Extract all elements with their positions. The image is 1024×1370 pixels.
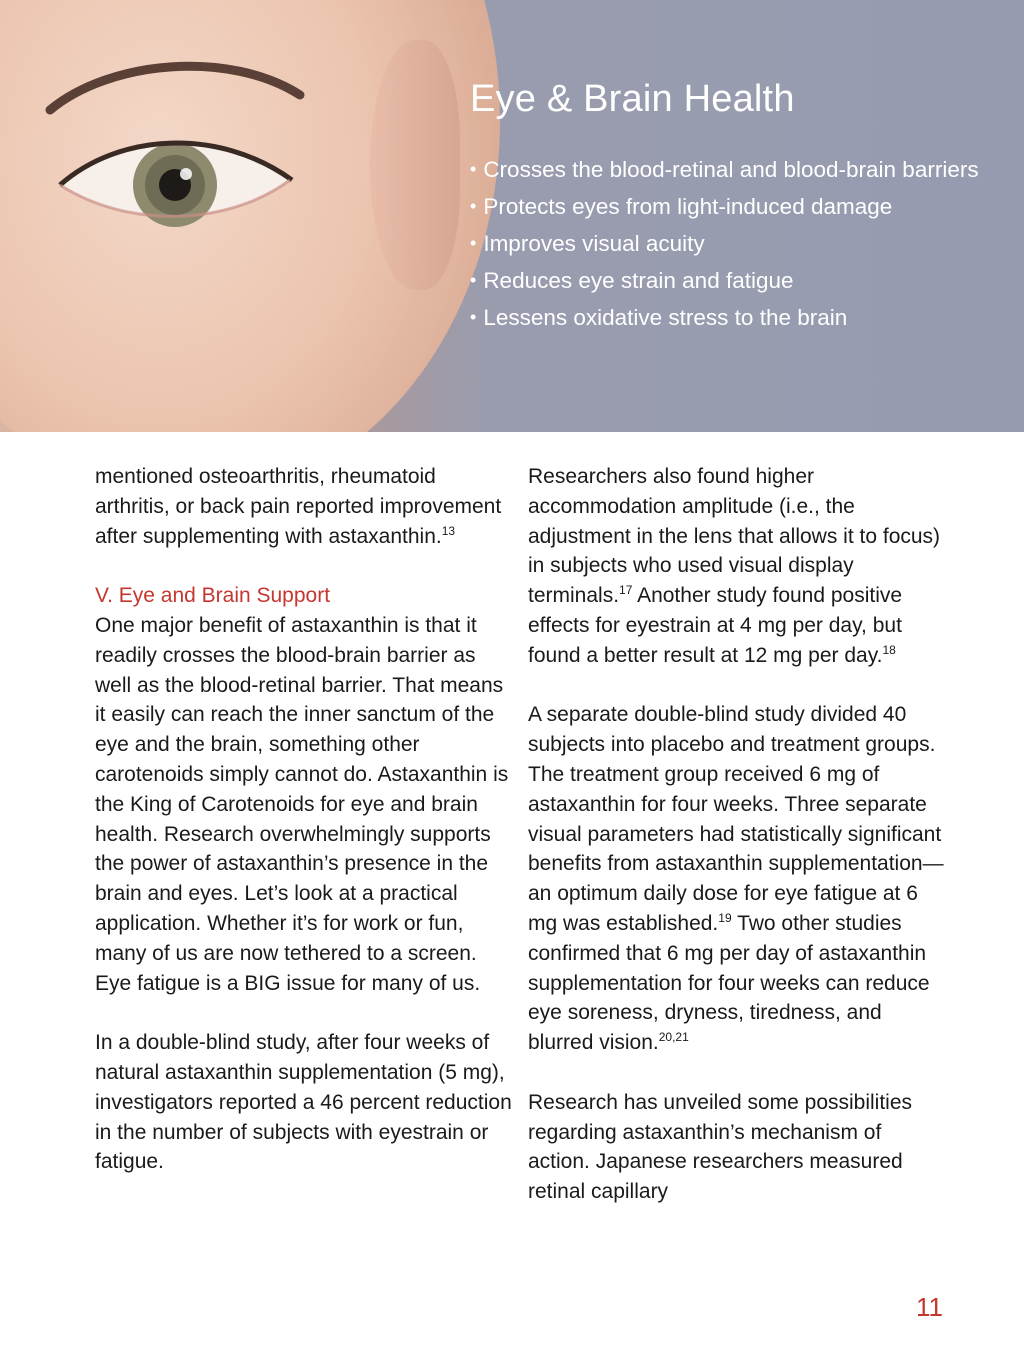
page-number: 11 [916,1292,943,1322]
paragraph [95,462,515,551]
paragraph-text: Two other studies confirmed that 6 mg per day of astaxanthin supplementation for four weeks can reduce eye soreness, dryness, tiredness, and blurred vision. [528,911,930,1055]
paragraph [528,462,948,671]
footnote-ref: 17 [619,583,633,598]
paragraph-text: Research has unveiled some possibilities regarding astaxanthin’s mechanism of action. Japanese researchers measured retinal capillary [528,1090,913,1204]
section-heading: V. Eye and Brain Support [95,584,331,608]
paragraph-text: mentioned osteoarthritis, rheumatoid arthritis, or back pain reported improvement after supplementing with astaxanthin. [95,465,502,548]
hero-text-block [470,74,979,337]
paragraph-text: Researchers also found higher accommodation amplitude (i.e., the adjustment in the lens that allows it to focus) in subjects who used visual display terminals. [528,465,941,608]
paragraph [528,700,948,1058]
hero-title: Eye & Brain Health [470,78,795,120]
eye-image [30,40,330,250]
left-column [95,462,515,1207]
benefit-item: • Crosses the blood-retinal and blood-brain barriers [470,152,979,189]
hero-photo-ear [370,40,460,290]
benefit-item: • Improves visual acuity [470,226,979,263]
paragraph-text: One major benefit of astaxanthin is that it readily crosses the blood-brain barrier as well as the blood-retinal barrier. That means it easily can reach the inner sanctum of the eye and the brain, something other carotenoids simply cannot do. Astaxanthin is the King of Carotenoids for eye and brain health. Research overwhelmingly supports the power of astaxanthin’s presence in the brain and eyes. Let’s look at a practical application. Whether it’s for work or fun, many of us are now tethered to a screen. Eye fatigue is a BIG issue for many of us. [95,613,509,995]
right-column [528,462,948,1237]
footnote-ref: 13 [441,523,456,538]
footnote-ref: 19 [718,910,732,925]
footnote-ref: 18 [882,642,896,657]
paragraph [528,1088,948,1207]
hero-banner [0,0,1024,432]
benefit-item: • Lessens oxidative stress to the brain [470,300,979,337]
footnote-ref: 20,21 [658,1030,689,1045]
benefit-item: • Reduces eye strain and fatigue [470,263,979,300]
section [95,581,515,998]
paragraph-text: Another study found positive effects for eyestrain at 4 mg per day, but found a better result at 12 mg per day. [528,584,903,667]
paragraph [95,1028,515,1177]
benefit-item: • Protects eyes from light-induced damage [470,189,979,226]
paragraph-text: In a double-blind study, after four weeks of natural astaxanthin supplementation (5 mg), investigators reported a 46 percent reduction in the number of subjects with eyestrain or fatigue. [95,1031,512,1174]
paragraph-text: A separate double-blind study divided 40 subjects into placebo and treatment groups. The treatment group received 6 mg of astaxanthin for four weeks. Three separate visual parameters had statistically significant benefits from astaxanthin supplementation—an optimum daily dose for eye fatigue at 6 mg was established. [528,703,944,935]
benefit-list [470,152,979,337]
